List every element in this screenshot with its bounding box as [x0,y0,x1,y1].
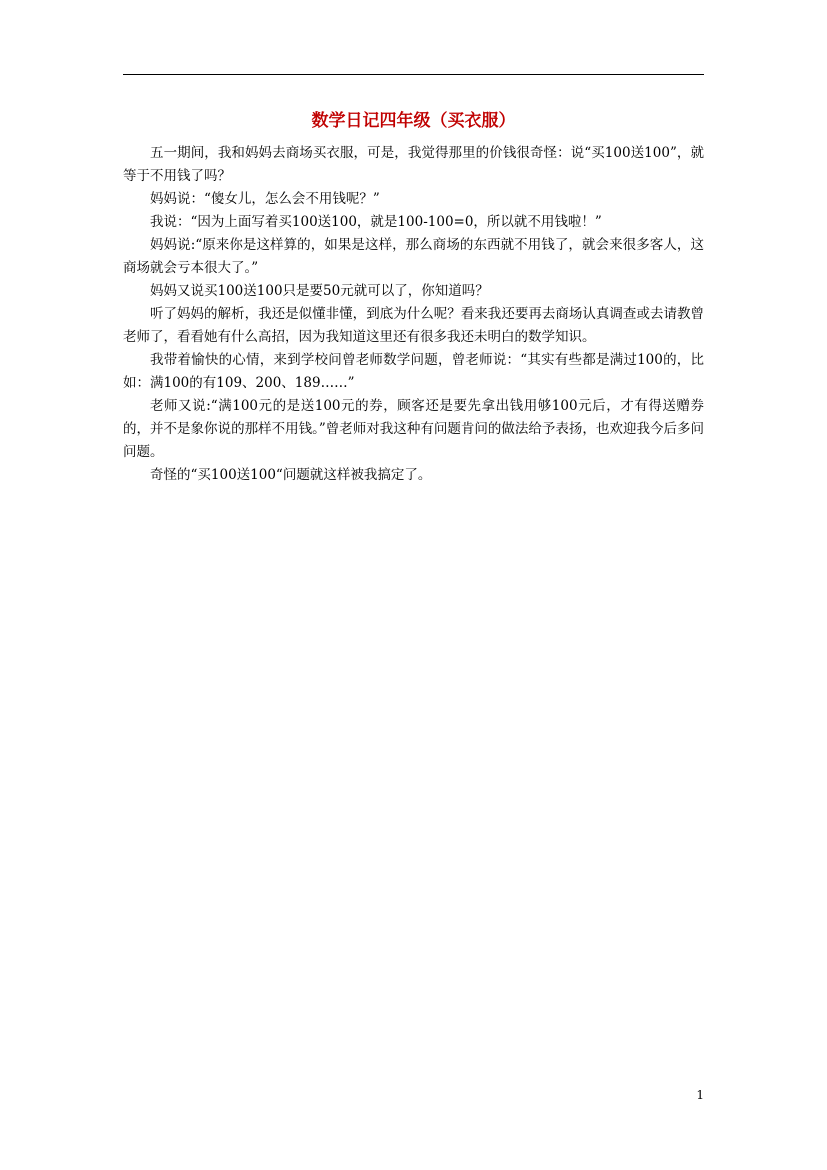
header-rule [123,74,704,75]
paragraph-7: 我带着愉快的心情，来到学校问曾老师数学问题，曾老师说：“其实有些都是满过100的，比如：满100的有109、200、189……” [123,352,704,391]
paragraph-6: 听了妈妈的解析，我还是似懂非懂，到底为什么呢？看来我还要再去商场认真调查或去请教曾老师了，看看她有什么高招，因为我知道这里还有很多我还未明白的数学知识。 [123,306,704,345]
paragraph-1: 五一期间，我和妈妈去商场买衣服，可是，我觉得那里的价钱很奇怪：说“买100送100”，就等于不用钱了吗？ [123,145,704,184]
page-title: 数学日记四年级（买衣服） [311,111,516,131]
paragraph-4: 妈妈说:“原来你是这样算的，如果是这样，那么商场的东西就不用钱了，就会来很多客人，这商场就会亏本很大了。” [123,237,704,276]
paragraph-2: 妈妈说：“傻女儿，怎么会不用钱呢？” [150,191,380,207]
paragraph-5: 妈妈又说买100送100只是要50元就可以了，你知道吗？ [150,283,489,299]
paragraph-3: 我说：“因为上面写着买100送100，就是100-100=0，所以就不用钱啦！” [150,214,602,230]
page-number: 1 [696,1088,704,1102]
body-text [123,142,704,487]
paragraph-9: 奇怪的“买100送100“问题就这样被我搞定了。 [150,467,432,483]
paragraph-8: 老师又说:“满100元的是送100元的券，顾客还是要先拿出钱用够100元后，才有得送赠券的，并不是象你说的那样不用钱。”曾老师对我这种有问题肯问的做法给予表扬，也欢迎我今后多问问题。 [123,398,704,460]
